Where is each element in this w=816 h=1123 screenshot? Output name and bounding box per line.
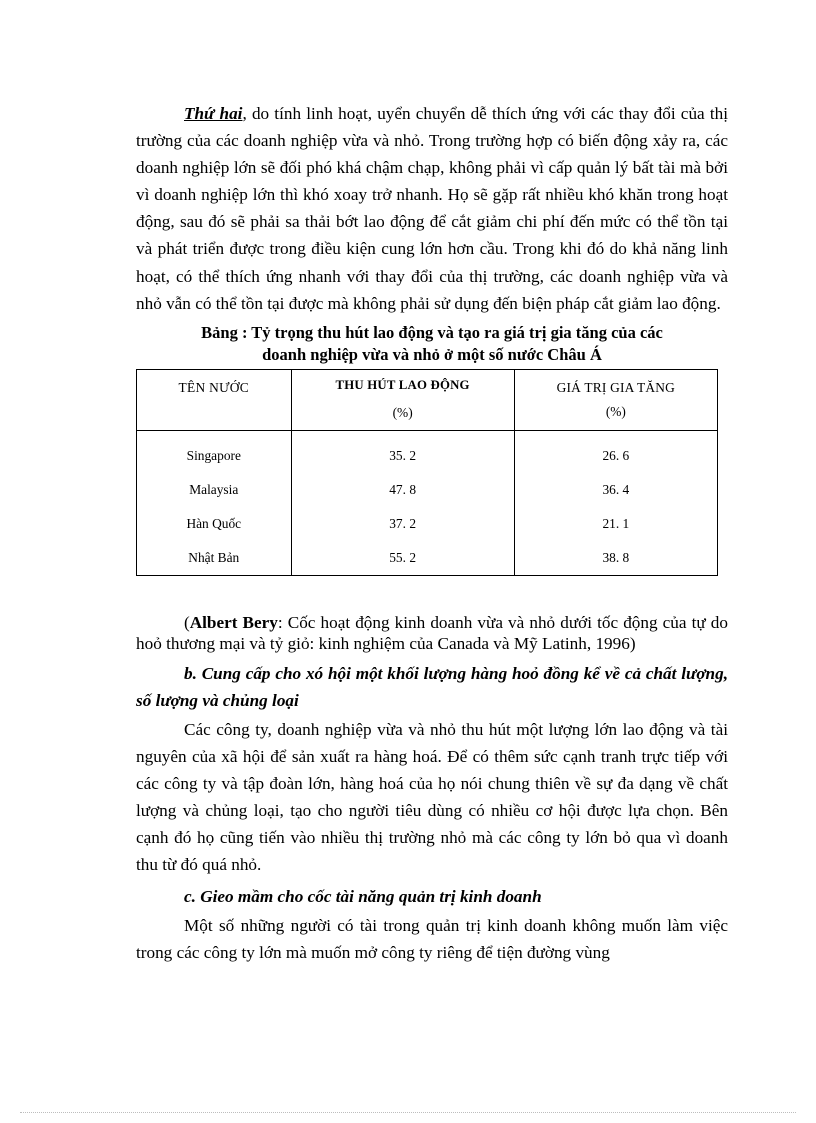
source-text: : Cốc hoạt động kinh doanh vừa và nhỏ dưới tốc động của tự do hoỏ thương mại và tỷ giỏ: kinh nghiệm của Canada và Mỹ Latinh, 1996) <box>136 612 728 654</box>
table-cell: Malaysia <box>189 481 239 497</box>
country-column <box>137 430 292 575</box>
spacer <box>136 576 728 612</box>
header-value-added: GIÁ TRỊ GIA TĂNG (%) <box>514 369 717 430</box>
lead-term: Thứ hai <box>184 104 243 123</box>
table-cell: Singapore <box>186 447 241 463</box>
table-body-row <box>137 430 718 575</box>
table-cell: 55. 2 <box>389 549 417 565</box>
source-citation: (Albert Bery: Cốc hoạt động kinh doanh vừa và nhỏ dưới tốc động của tự do hoỏ thương mại và tỷ giỏ: kinh nghiệm của Canada và Mỹ Latinh, 1996) <box>136 612 728 654</box>
table-cell: 37. 2 <box>389 515 417 531</box>
table-cell: Hàn Quốc <box>186 515 242 531</box>
value-added-column <box>514 430 717 575</box>
paragraph-thu-hai <box>136 100 728 317</box>
table-header-row <box>137 369 718 430</box>
table-cell: 38. 8 <box>602 549 630 565</box>
table-cell: Nhật Bản <box>188 549 240 565</box>
table-cell: 21. 1 <box>602 515 630 531</box>
document-page <box>136 100 728 966</box>
page-bottom-rule <box>20 1112 796 1113</box>
section-c-heading: c. Gieo mầm cho cốc tài năng quản trị kinh doanh <box>184 886 542 906</box>
source-author: Albert Bery <box>189 612 278 632</box>
caption-line-1: Bảng : Tỷ trọng thu hút lao động và tạo ra giá trị gia tăng của các <box>201 322 663 342</box>
header-country: TÊN NƯỚC <box>137 369 292 430</box>
header-labor: THU HÚT LAO ĐỘNG (%) <box>291 369 514 430</box>
data-table <box>136 369 718 576</box>
table-cell: 36. 4 <box>602 481 630 497</box>
table-cell: 35. 2 <box>389 447 417 463</box>
labor-column <box>291 430 514 575</box>
paragraph-text: , do tính linh hoạt, uyển chuyển dễ thích ứng với các thay đổi của thị trường của các doanh nghiệp vừa và nhỏ. Trong trường hợp có biến động xảy ra, các doanh nghiệp lớn sẽ đối phó khá chậm chạp, không phải vì cấp quản lý bất tài mà bởi vì doanh nghiệp lớn thì khó xoay trở nhanh. Họ sẽ gặp rất nhiều khó khăn trong hoạt động, sau đó sẽ phải sa thải bớt lao động để cắt giảm chi phí đến mức có thể tồn tại và phát triển được trong điều kiện cung lớn hơn cầu. Trong khi đó do khả năng linh hoạt, có thể thích ứng nhanh với thay đổi của thị trường, các doanh nghiệp vừa và nhỏ vẫn có thể tồn tại được mà không phải sử dụng đến biện pháp cắt giảm lao động. <box>136 104 728 313</box>
section-b-heading: b. Cung cấp cho xó hội một khối lượng hàng hoỏ đồng kể về cả chất lượng, số lượng và chủng loại <box>136 663 728 710</box>
caption-line-2: doanh nghiệp vừa và nhỏ ở một số nước Châu Á <box>262 344 602 364</box>
table-caption <box>136 322 728 366</box>
table-cell: 47. 8 <box>389 481 417 497</box>
section-b-paragraph: Các công ty, doanh nghiệp vừa và nhỏ thu hút một lượng lớn lao động và tài nguyên của xã hội để sản xuất ra hàng hoá. Để có thêm sức cạnh tranh trực tiếp với các công ty và tập đoàn lớn, hàng hoá của họ nói chung thiên về sự đa dạng về chất lượng và chủng loại, tạo cho người tiêu dùng có nhiều cơ hội được lựa chọn. Bên cạnh đó họ cũng tiến vào nhiều thị trường nhỏ mà các công ty lớn bỏ qua vì doanh thu từ đó quá nhỏ. <box>136 719 728 875</box>
table-cell: 26. 6 <box>602 447 630 463</box>
section-c-paragraph: Một số những người có tài trong quản trị kinh doanh không muốn làm việc trong các công ty lớn mà muốn mở công ty riêng để tiện đường vùng <box>136 915 728 962</box>
